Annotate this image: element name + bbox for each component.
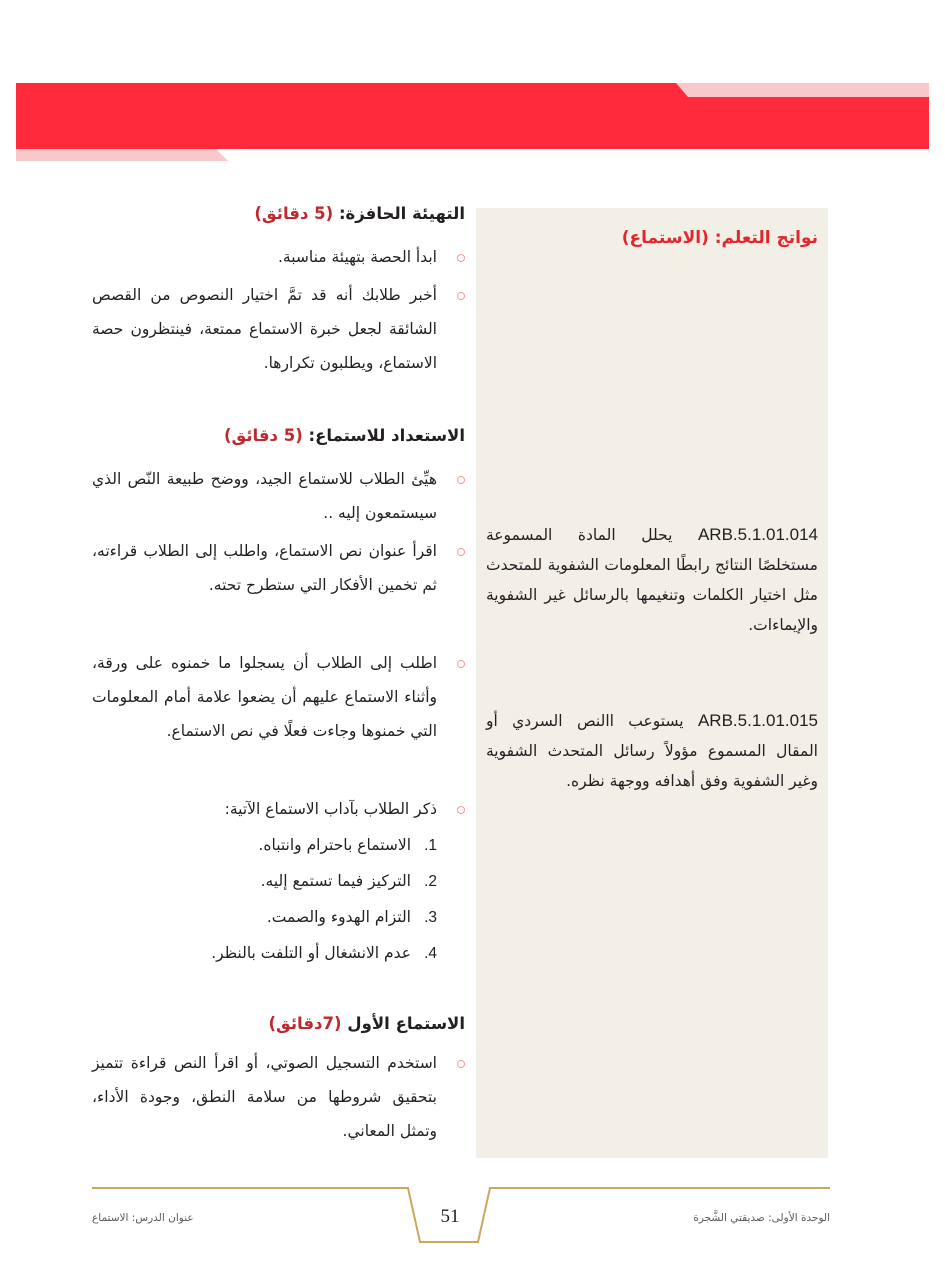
outcome-item xyxy=(486,520,818,640)
outcome-code: ARB.5.1.01.014 xyxy=(697,525,818,544)
prep-title: الاستعداد للاستماع: (5 دقائق) xyxy=(223,426,465,445)
header-banner xyxy=(16,83,929,163)
numbered-item: 4.عدم الانشغال أو التلفت بالنظر. xyxy=(211,944,437,962)
list-item: اقرأ عنوان نص الاستماع، واطلب إلى الطلاب قراءته، ثم تخمين الأفكار التي ستطرح تحته. xyxy=(92,534,465,602)
bullet-icon xyxy=(457,806,465,814)
first-listen-time: (7دقائق) xyxy=(268,1014,342,1033)
bullet-icon xyxy=(457,548,465,556)
outcome-item xyxy=(486,706,818,796)
outcome-code: ARB.5.1.01.015 xyxy=(697,711,818,730)
bullet-icon xyxy=(457,660,465,668)
learning-outcomes-panel xyxy=(476,208,828,1158)
list-item: أخبر طلابك أنه قد تمَّ اختيار النصوص من القصص الشائقة لجعل خبرة الاستماع ممتعة، فينتظرون حصة الاستماع، ويطلبون تكرارها. xyxy=(92,278,465,380)
list-item: اطلب إلى الطلاب أن يسجلوا ما خمنوه على ورقة، وأثناء الاستماع عليهم أن يضعوا علامة أمام المعلومات التي خمنوها وجاءت فعلًا في نص الاستماع. xyxy=(92,646,465,748)
outcome-text: يحلل المادة المسموعة مستخلصًا النتائج رابطًا المعلومات الشفوية للمتحدث مثل اختيار الكلمات وتنغيمها بالرسائل غير الشفوية والإيماءات. xyxy=(486,526,818,634)
warmup-time: (5 دقائق) xyxy=(254,204,334,223)
bullet-icon xyxy=(457,254,465,262)
list-item: استخدم التسجيل الصوتي، أو اقرأ النص قراءة تتميز بتحقيق شروطها من سلامة النطق، وجودة الأداء، وتمثل المعاني. xyxy=(92,1046,465,1148)
numbered-item: 2.التركيز فيما تستمع إليه. xyxy=(260,872,437,890)
warmup-title: التهيئة الحافزة: (5 دقائق) xyxy=(254,204,465,223)
page-number: 51 xyxy=(440,1206,460,1227)
outcomes-title: نواتج التعلم: (الاستماع) xyxy=(621,228,818,248)
outcome-text: يستوعب االنص السردي أو المقال المسموع مؤولاً رسائل المتحدث الشفوية وغير الشفوية وفق أهدافه ووجهة نظره. xyxy=(486,712,818,790)
bullet-icon xyxy=(457,1060,465,1068)
lesson-title: عنوان الدرس: الاستماع xyxy=(92,1212,194,1224)
bullet-icon xyxy=(457,476,465,484)
list-item: هيِّئ الطلاب للاستماع الجيد، ووضح طبيعة النّص الذي سيستمعون إليه .. xyxy=(92,462,465,530)
unit-title: الوحدة الأولى: صديقتي الشَّجرة xyxy=(693,1212,830,1224)
numbered-item: 3.التزام الهدوء والصمت. xyxy=(266,908,437,926)
list-item: ابدأ الحصة بتهيئة مناسبة. xyxy=(92,240,465,274)
prep-time: (5 دقائق) xyxy=(223,426,303,445)
numbered-item: 1.الاستماع باحترام وانتباه. xyxy=(258,836,437,854)
header-banner-shape xyxy=(16,83,929,163)
bullet-icon xyxy=(457,292,465,300)
first-listen-title: الاستماع الأول (7دقائق) xyxy=(268,1014,465,1033)
list-item: ذكر الطلاب بآداب الاستماع الآتية: xyxy=(92,792,465,826)
